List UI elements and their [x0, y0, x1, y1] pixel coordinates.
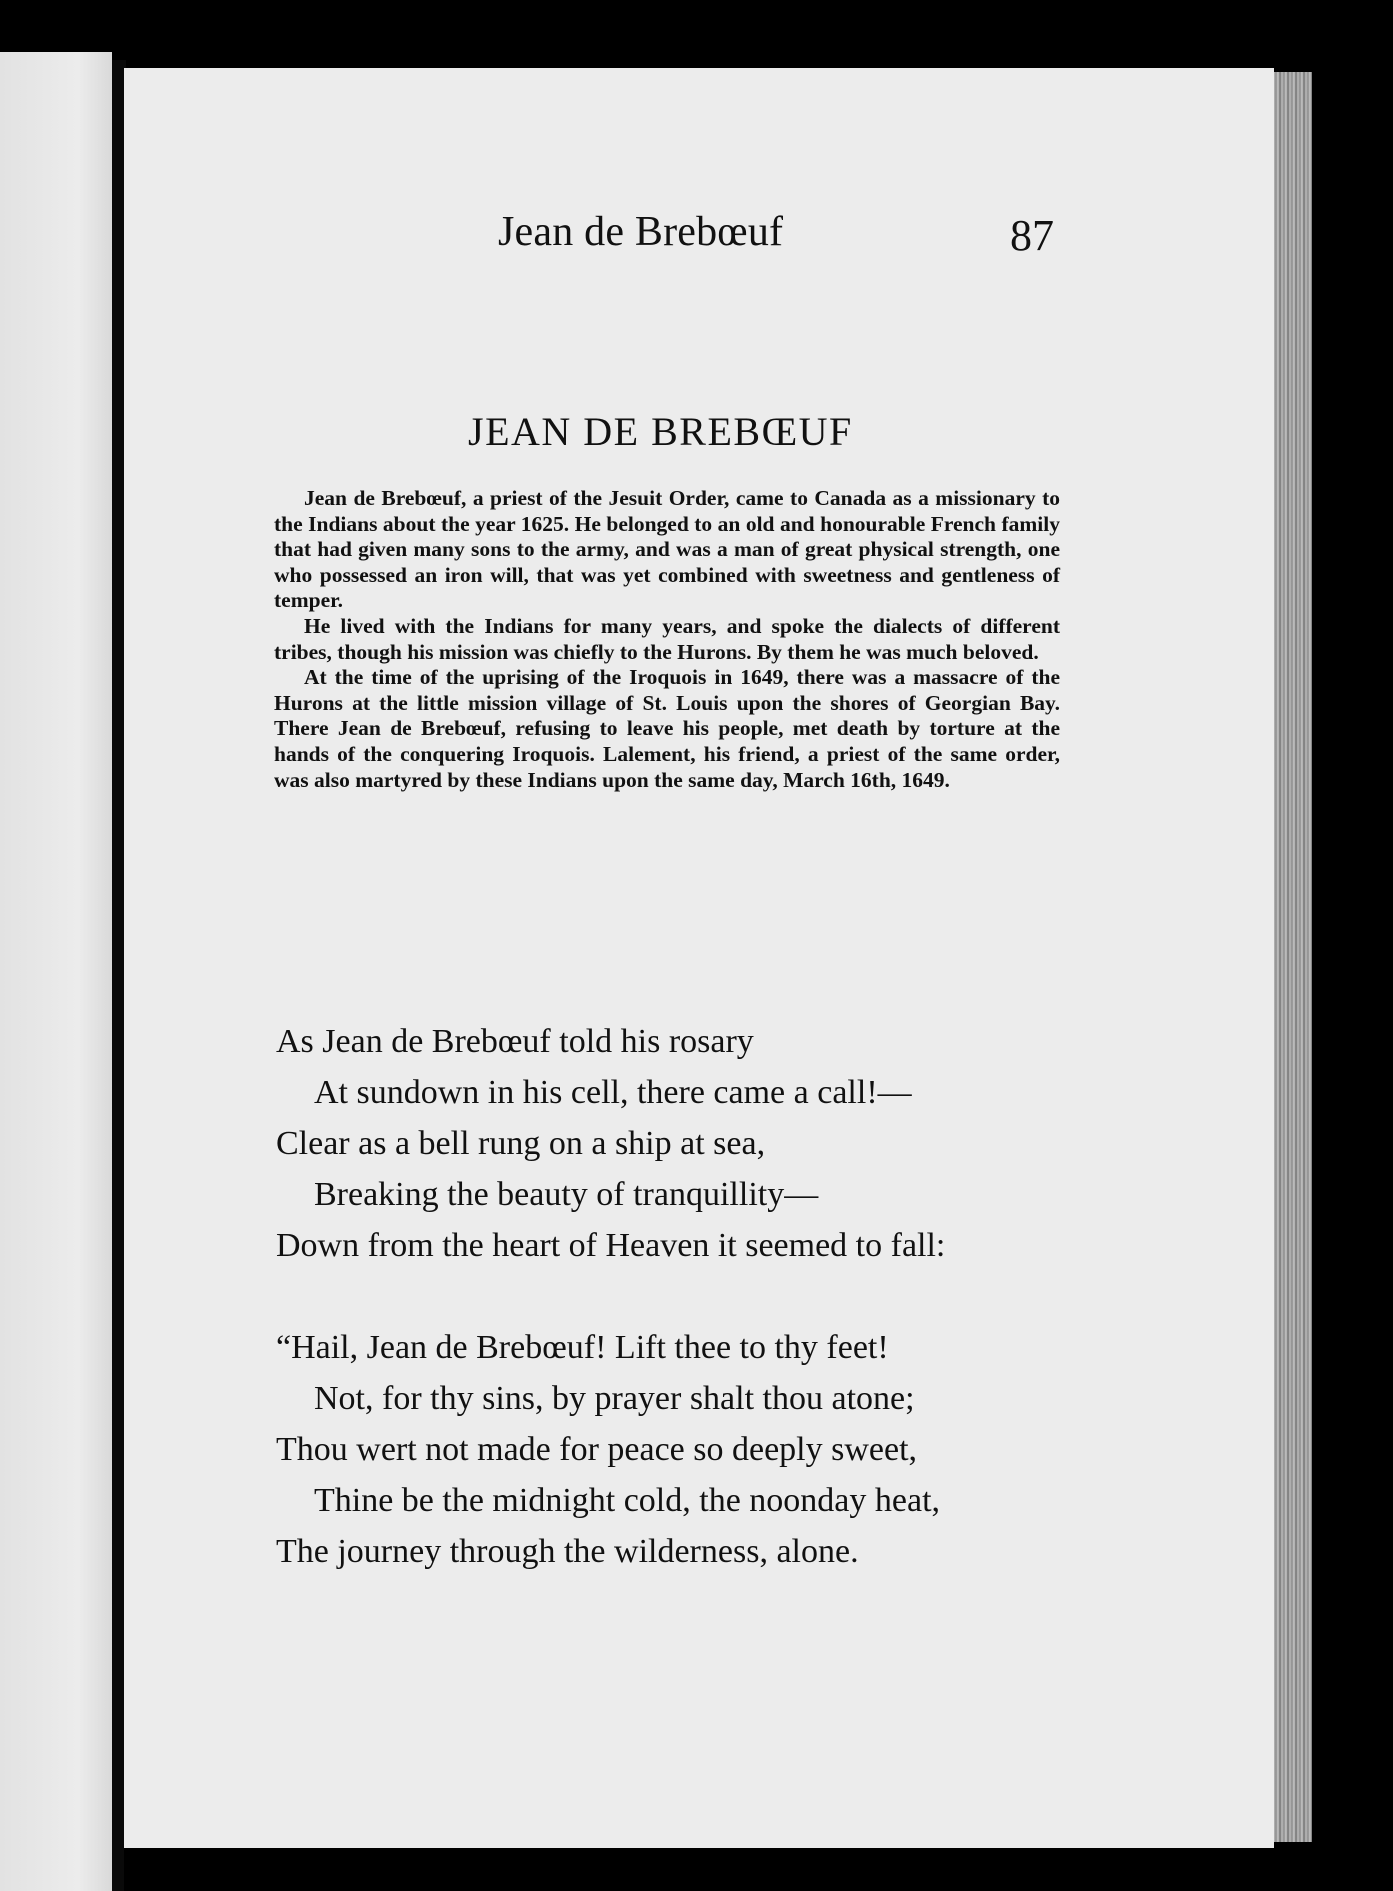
intro-paragraph: At the time of the uprising of the Iroquois in 1649, there was a massacre of the Hurons at the little mission village of St. Louis upon the shores of Georgian Bay. There Jean de Brebœuf, refusing to leave his people, met death by torture at the hands of the conquering Iroquois. Lalement, his friend, a priest of the same order, was also martyred by these Indians upon the same day, March 16th, 1649.	[274, 665, 1060, 792]
poem-line: Down from the heart of Heaven it seemed to fall:	[276, 1227, 946, 1264]
chapter-title: JEAN DE BREBŒUF	[468, 409, 853, 454]
poem-line: Not, for thy sins, by prayer shalt thou atone;	[314, 1380, 915, 1417]
poem	[276, 1016, 1076, 1628]
poem-line: Breaking the beauty of tranquillity—	[314, 1176, 819, 1213]
page-number: 87	[1010, 211, 1054, 260]
intro-paragraph: Jean de Brebœuf, a priest of the Jesuit Order, came to Canada as a missionary to the Indians about the year 1625. He belonged to an old and honourable French family that had given many sons to the army, and was a man of great physical strength, one who possessed an iron will, that was yet combined with sweetness and gentleness of temper.	[274, 486, 1060, 613]
poem-stanza	[276, 1016, 1076, 1271]
poem-line: Clear as a bell rung on a ship at sea,	[276, 1125, 766, 1162]
running-head-title: Jean de Brebœuf	[498, 209, 784, 255]
poem-line: “Hail, Jean de Brebœuf! Lift thee to thy feet!	[276, 1329, 889, 1366]
intro-paragraph: He lived with the Indians for many years, and spoke the dialects of different tribes, though his mission was chiefly to the Hurons. By them he was much beloved.	[274, 613, 1060, 664]
facing-page-edge	[0, 52, 112, 1891]
poem-stanza	[276, 1322, 1076, 1577]
intro-prose	[274, 486, 1060, 793]
fore-edge	[1274, 72, 1312, 1842]
poem-line: Thou wert not made for peace so deeply sweet,	[276, 1431, 918, 1468]
poem-line: The journey through the wilderness, alone.	[276, 1533, 859, 1570]
poem-line: At sundown in his cell, there came a call!—	[314, 1074, 912, 1111]
poem-line: Thine be the midnight cold, the noonday heat,	[314, 1482, 941, 1519]
scan-border-right	[1312, 72, 1393, 1891]
scan-border-bottom	[124, 1848, 1314, 1891]
poem-line: As Jean de Brebœuf told his rosary	[276, 1023, 754, 1060]
